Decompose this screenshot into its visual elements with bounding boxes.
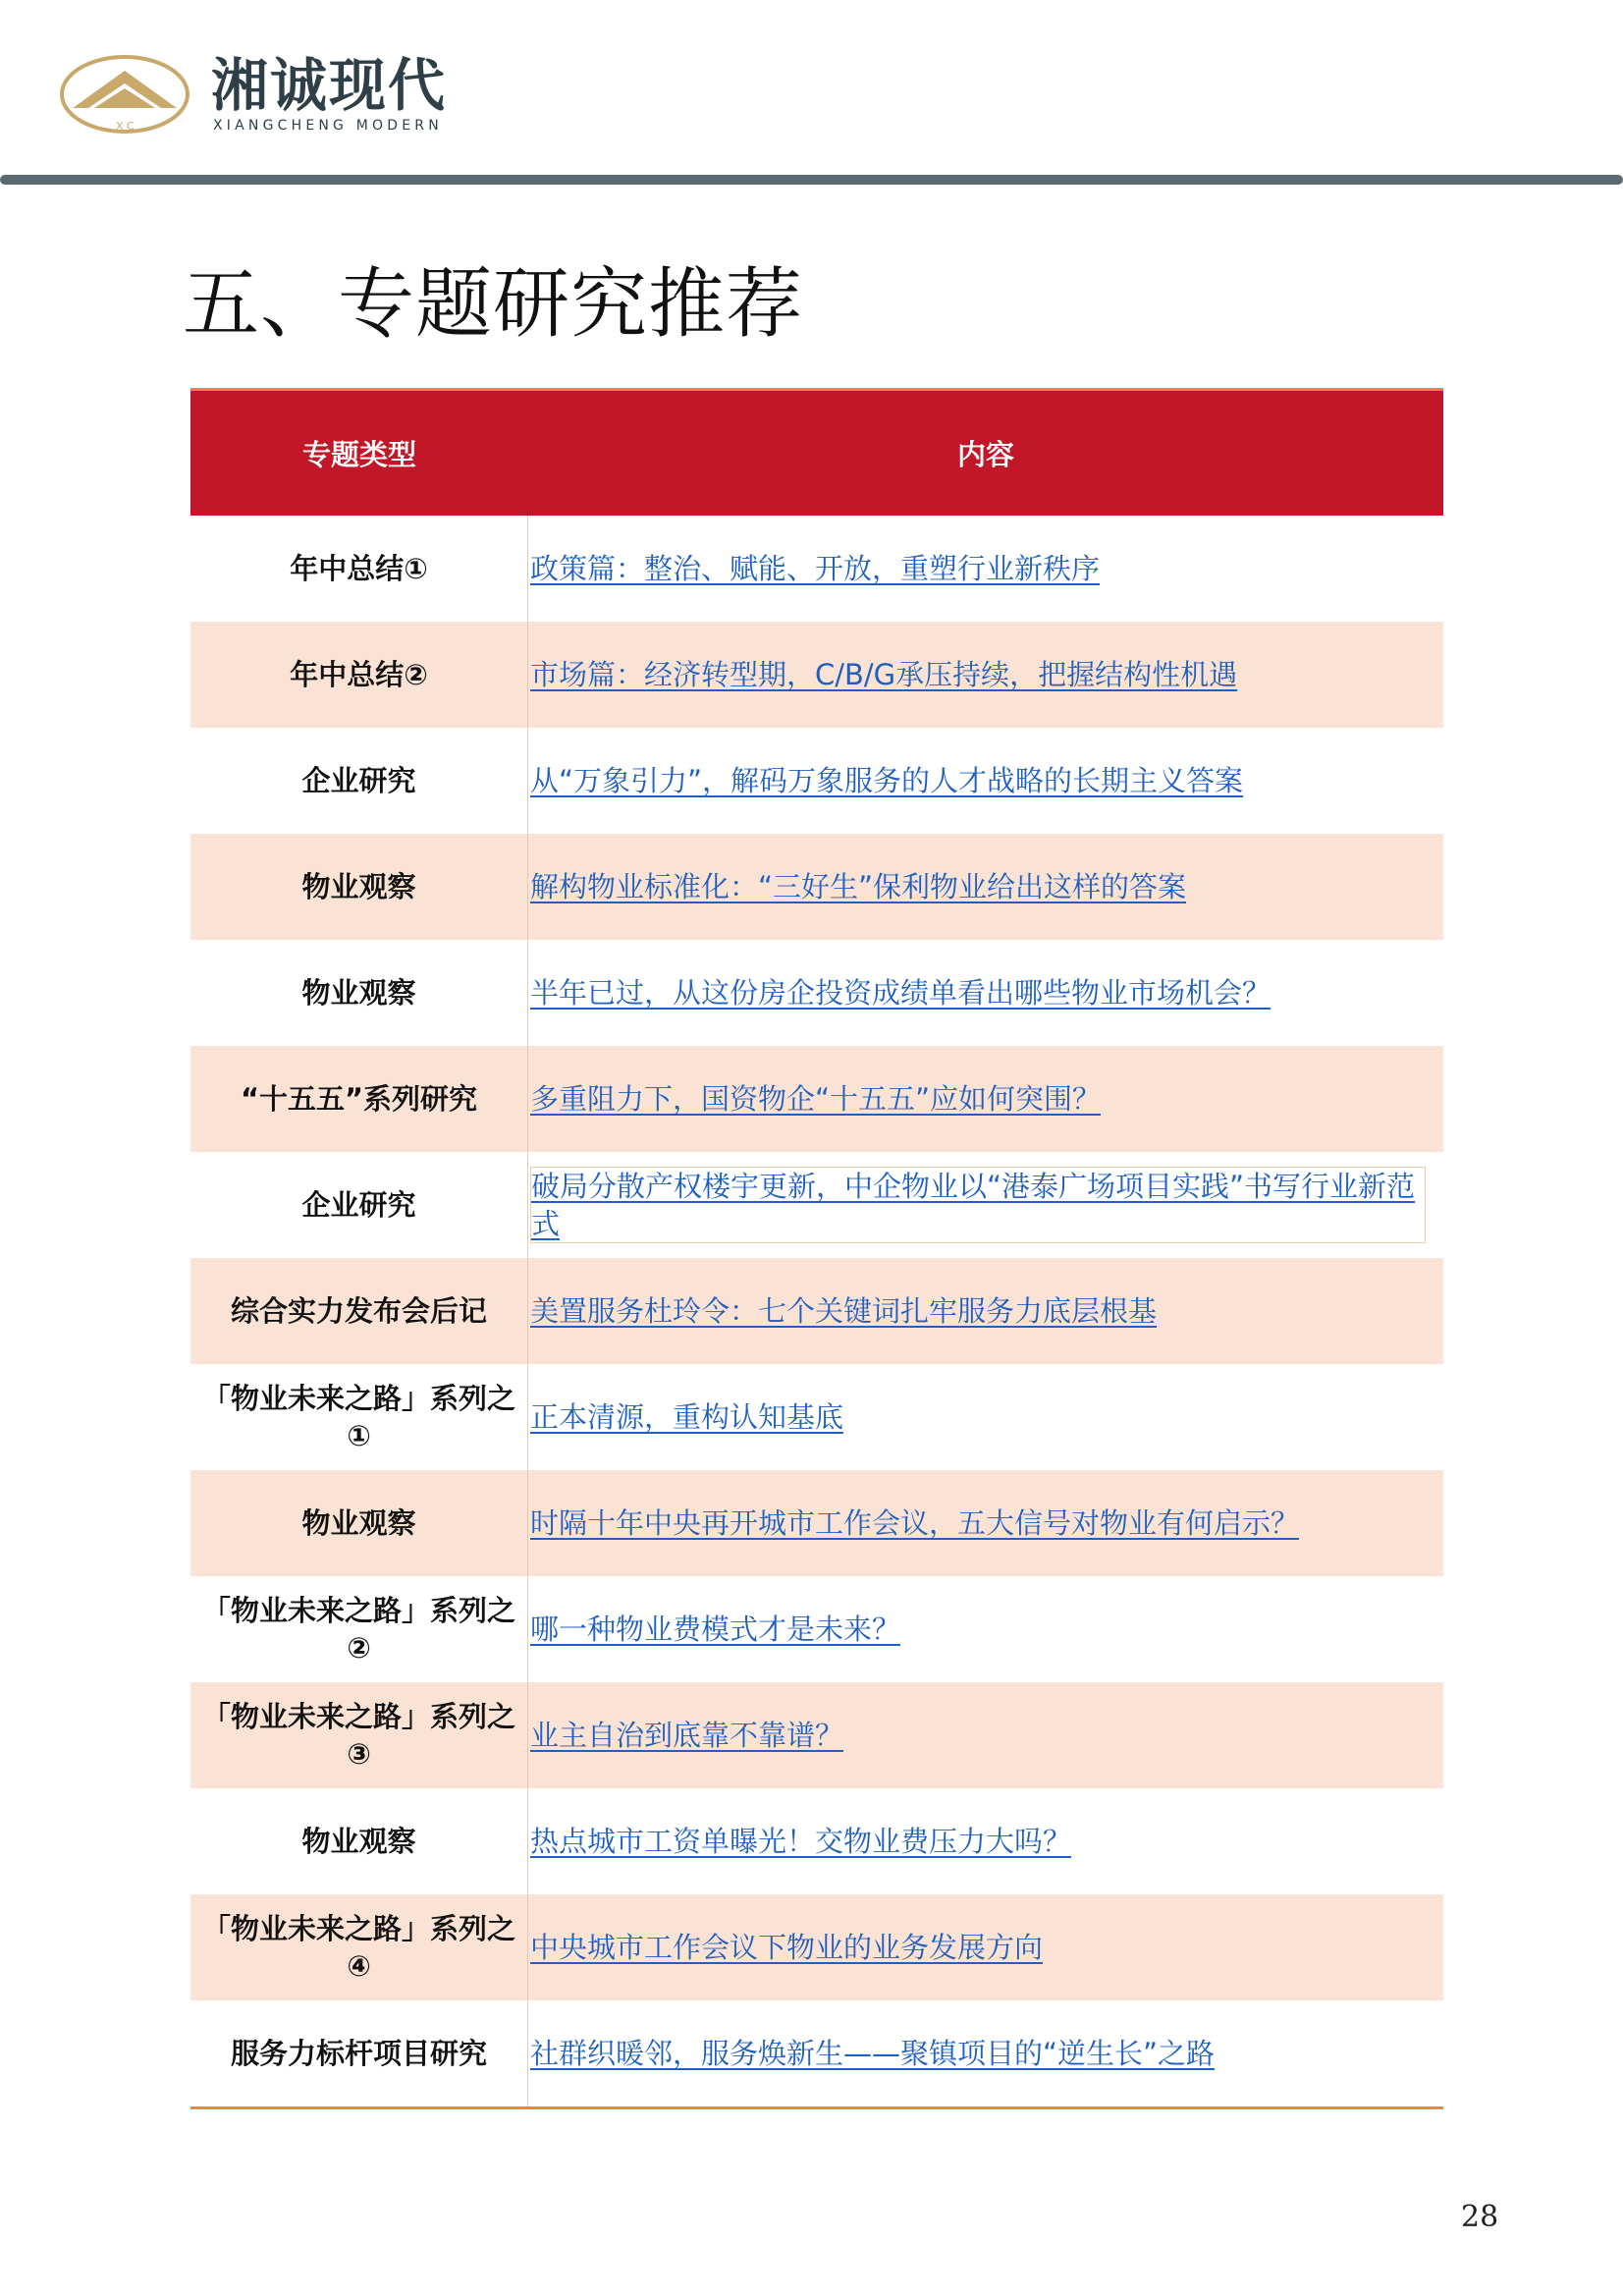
table-row (190, 728, 1443, 834)
topic-type: 年中总结② (190, 622, 528, 728)
table-row (190, 834, 1443, 940)
article-link[interactable]: 哪一种物业费模式才是未来？ (530, 1613, 901, 1646)
table-row (190, 1258, 1443, 1364)
topic-table (190, 388, 1443, 2109)
topic-type: 综合实力发布会后记 (190, 1258, 528, 1364)
topic-type: 企业研究 (190, 728, 528, 834)
topic-type: “十五五”系列研究 (190, 1046, 528, 1152)
column-header-content: 内容 (956, 438, 1014, 471)
article-link[interactable]: 多重阻力下，国资物企“十五五”应如何突围？ (530, 1082, 1102, 1116)
article-link[interactable]: 半年已过，从这份房企投资成绩单看出哪些物业市场机会？ (530, 976, 1271, 1010)
topic-type: 「物业未来之路」系列之③ (190, 1682, 528, 1788)
topic-type: 年中总结① (190, 516, 528, 622)
brand-name-cn: 湘诚现代 (211, 52, 448, 119)
table-row (190, 2000, 1443, 2106)
brand-name-en: XIANGCHENG MODERN (213, 118, 443, 134)
topic-type: 「物业未来之路」系列之① (190, 1364, 528, 1470)
logo-letters: X C (116, 120, 135, 133)
topic-type: 物业观察 (190, 1788, 528, 1894)
article-link[interactable]: 从“万象引力”，解码万象服务的人才战略的长期主义答案 (530, 764, 1244, 797)
topic-type: 服务力标杆项目研究 (190, 2000, 528, 2106)
table-row (190, 1152, 1443, 1258)
topic-type: 物业观察 (190, 1470, 528, 1576)
column-header-type: 专题类型 (301, 438, 416, 471)
table-header (190, 391, 1443, 516)
article-link[interactable]: 社群织暖邻，服务焕新生——聚镇项目的“逆生长”之路 (530, 2037, 1216, 2070)
topic-type: 「物业未来之路」系列之④ (190, 1894, 528, 2000)
company-logo (59, 51, 191, 137)
table-row (190, 1788, 1443, 1894)
page-title: 五、专题研究推荐 (183, 260, 804, 349)
table-row (190, 1046, 1443, 1152)
topic-type: 物业观察 (190, 940, 528, 1046)
topic-type: 物业观察 (190, 834, 528, 940)
table-row (190, 516, 1443, 622)
article-link[interactable]: 中央城市工作会议下物业的业务发展方向 (530, 1931, 1044, 1964)
article-link[interactable]: 市场篇：经济转型期，C/B/G承压持续，把握结构性机遇 (530, 658, 1238, 691)
article-link[interactable]: 正本清源，重构认知基底 (530, 1400, 844, 1434)
topic-type: 企业研究 (190, 1152, 528, 1258)
article-link[interactable]: 破局分散产权楼宇更新，中企物业以“港泰广场项目实践”书写行业新范式 (530, 1167, 1426, 1243)
table-row (190, 1894, 1443, 2000)
table-row (190, 940, 1443, 1046)
article-link[interactable]: 业主自治到底靠不靠谱？ (530, 1719, 844, 1752)
article-link[interactable]: 解构物业标准化：“三好生”保利物业给出这样的答案 (530, 870, 1187, 903)
article-link[interactable]: 政策篇：整治、赋能、开放，重塑行业新秩序 (530, 552, 1101, 585)
article-link[interactable]: 美置服务杜玲令：七个关键词扎牢服务力底层根基 (530, 1294, 1158, 1328)
topic-type: 「物业未来之路」系列之② (190, 1576, 528, 1682)
table-bottom-rule (190, 2106, 1443, 2109)
article-link[interactable]: 时隔十年中央再开城市工作会议，五大信号对物业有何启示？ (530, 1506, 1300, 1540)
table-row (190, 1682, 1443, 1788)
table-row (190, 1470, 1443, 1576)
article-link[interactable]: 热点城市工资单曝光！交物业费压力大吗？ (530, 1825, 1072, 1858)
header-divider (0, 175, 1623, 185)
table-row (190, 622, 1443, 728)
page-number: 28 (1461, 2200, 1499, 2234)
table-row (190, 1364, 1443, 1470)
table-row (190, 1576, 1443, 1682)
